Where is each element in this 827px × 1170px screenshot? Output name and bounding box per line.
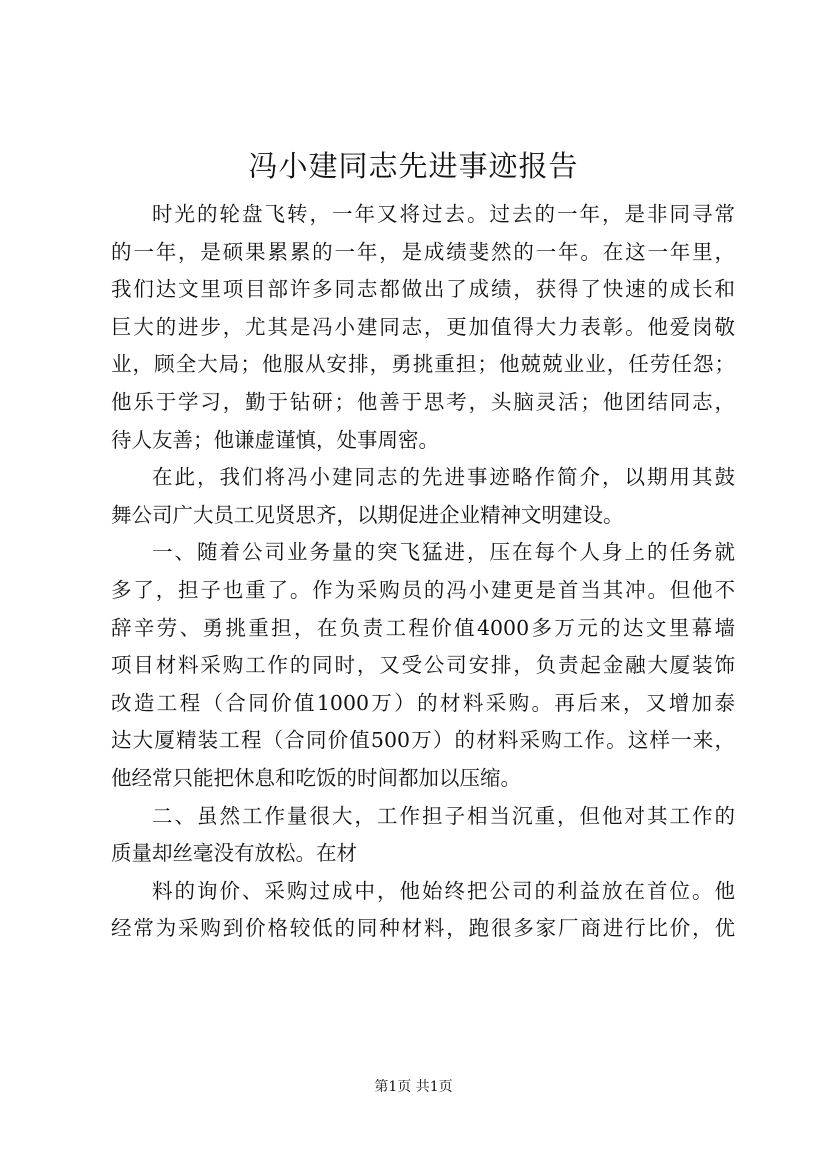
body-line-15: 达大厦精装工程（合同价值500万）的材料采购工作。这样一来， [111, 728, 735, 753]
body-line-7: 待人友善；他谦虚谨慎，处事周密。 [111, 427, 439, 452]
body-line-6: 他乐于学习，勤于钻研；他善于思考，头脑灵活；他团结同志， [111, 389, 735, 414]
body-line-18: 质量却丝毫没有放松。在材 [111, 841, 357, 866]
body-line-19: 料的询价、采购过成中，他始终把公司的利益放在首位。他 [152, 878, 735, 903]
body-line-5: 业，顾全大局；他服从安排，勇挑重担；他兢兢业业，任劳任怨； [111, 352, 735, 377]
body-line-20: 经常为采购到价格较低的同种材料，跑很多家厂商进行比价，优 [111, 916, 735, 941]
body-line-13: 项目材料采购工作的同时，又受公司安排，负责起金融大厦装饰 [111, 653, 735, 678]
body-line-12: 辞辛劳、勇挑重担，在负责工程价值4000多万元的达文里幕墙 [111, 615, 735, 640]
body-line-1: 时光的轮盘飞转，一年又将过去。过去的一年，是非同寻常 [152, 202, 735, 226]
document-title: 冯小建同志先进事迹报告 [248, 149, 579, 183]
body-line-17: 二、虽然工作量很大，工作担子相当沉重，但他对其工作的 [152, 803, 735, 828]
body-line-4: 巨大的进步，尤其是冯小建同志，更加值得大力表彰。他爱岗敬 [111, 314, 735, 339]
body-line-2: 的一年，是硕果累累的一年，是成绩斐然的一年。在这一年里， [111, 239, 735, 264]
page-footer: 第1页 共1页 [374, 1079, 453, 1095]
body-line-8: 在此，我们将冯小建同志的先进事迹略作简介，以期用其鼓 [152, 465, 735, 490]
body-line-9: 舞公司广大员工见贤思齐，以期促进企业精神文明建设。 [111, 502, 624, 527]
body-line-16: 他经常只能把休息和吃饭的时间都加以压缩。 [111, 765, 521, 790]
body-line-11: 多了，担子也重了。作为采购员的冯小建更是首当其冲。但他不 [111, 577, 735, 602]
body-line-3: 我们达文里项目部许多同志都做出了成绩，获得了快速的成长和 [111, 277, 735, 302]
body-line-10: 一、随着公司业务量的突飞猛进，压在每个人身上的任务就 [152, 540, 735, 565]
document-body [111, 196, 735, 948]
body-line-14: 改造工程（合同价值1000万）的材料采购。再后来，又增加泰 [111, 690, 735, 715]
